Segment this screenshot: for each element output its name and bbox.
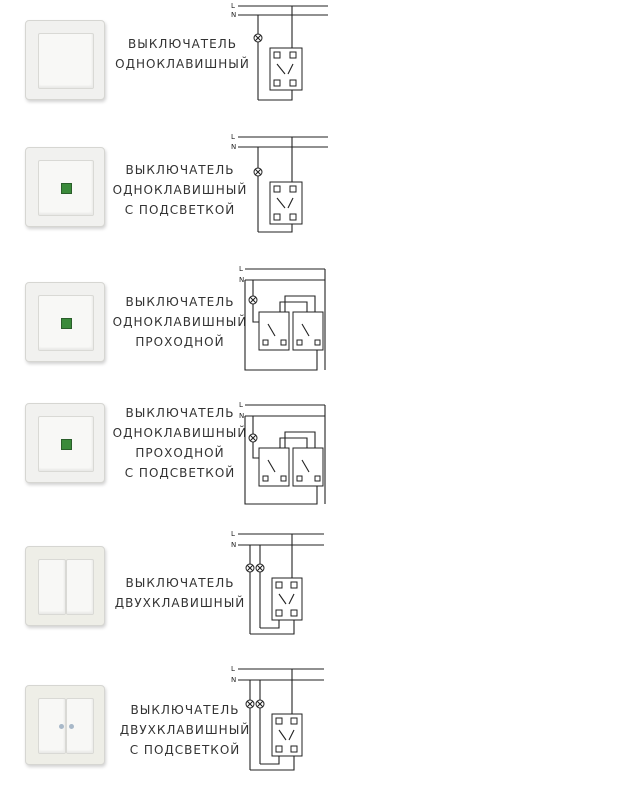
label-line: С ПОДСВЕТКОЙ <box>124 203 236 217</box>
neutral-label: N <box>231 541 237 549</box>
wiring-diagram <box>235 398 335 513</box>
neutral-label: N <box>231 11 237 19</box>
wiring-diagram <box>230 660 330 775</box>
label-line: ВЫКЛЮЧАТЕЛЬ <box>125 295 235 309</box>
label-line: ОДНОКЛАВИШНЫЙ <box>112 183 248 197</box>
switch-photo-single <box>25 20 105 100</box>
switch-photo-single-lit <box>25 403 105 483</box>
wiring-diagram <box>230 528 330 638</box>
switch-key-right <box>66 698 94 754</box>
switch-key <box>38 416 94 472</box>
phase-label: L <box>239 401 243 409</box>
switch-photo-double <box>25 546 105 626</box>
phase-label: L <box>239 265 243 273</box>
switch-key <box>38 295 94 351</box>
row-single-switch-lit <box>0 130 625 258</box>
neutral-label: N <box>231 143 237 151</box>
phase-label: L <box>231 530 235 538</box>
switch-label <box>110 160 250 220</box>
indicator-light <box>59 724 64 729</box>
switch-photo-single-lit <box>25 282 105 362</box>
label-line: ВЫКЛЮЧАТЕЛЬ <box>125 406 235 420</box>
label-line: ПРОХОДНОЙ <box>135 446 225 460</box>
switch-label <box>110 403 250 483</box>
switch-photo-single-lit <box>25 147 105 227</box>
label-line: ВЫКЛЮЧАТЕЛЬ <box>125 163 235 177</box>
phase-label: L <box>231 665 235 673</box>
wiring-diagram <box>235 262 335 377</box>
switch-key-left <box>38 698 66 754</box>
switch-key-right <box>66 559 94 615</box>
switch-photo-double-lit <box>25 685 105 765</box>
row-pass-through-switch <box>0 262 625 390</box>
label-line: ВЫКЛЮЧАТЕЛЬ <box>125 576 235 590</box>
label-line: ПРОХОДНОЙ <box>135 335 225 349</box>
indicator-light <box>69 724 74 729</box>
neutral-label: N <box>239 276 245 284</box>
label-line: ОДНОКЛАВИШНЫЙ <box>112 426 248 440</box>
neutral-label: N <box>239 412 245 420</box>
label-line: ОДНОКЛАВИШНЫЙ <box>112 315 248 329</box>
phase-label: L <box>231 133 235 141</box>
switch-key <box>38 33 94 89</box>
label-line: ОДНОКЛАВИШНЫЙ <box>115 57 250 71</box>
switch-key-left <box>38 559 66 615</box>
label-line: С ПОДСВЕТКОЙ <box>124 466 236 480</box>
label-line: ДВУХКЛАВИШНЫЙ <box>114 596 246 610</box>
indicator-light <box>61 439 72 450</box>
phase-label: L <box>231 2 235 10</box>
wiring-diagram <box>230 130 330 240</box>
row-single-switch <box>0 0 625 128</box>
row-double-switch <box>0 528 625 656</box>
switch-label <box>110 573 250 613</box>
row-pass-through-switch-lit <box>0 398 625 526</box>
indicator-light <box>61 183 72 194</box>
indicator-light <box>61 318 72 329</box>
label-line: ВЫКЛЮЧАТЕЛЬ <box>128 37 237 51</box>
wiring-diagram <box>230 0 330 110</box>
label-line: ДВУХКЛАВИШНЫЙ <box>119 723 251 737</box>
label-line: С ПОДСВЕТКОЙ <box>129 743 241 757</box>
neutral-label: N <box>231 676 237 684</box>
switch-label <box>110 292 250 352</box>
switch-key <box>38 160 94 216</box>
label-line: ВЫКЛЮЧАТЕЛЬ <box>130 703 240 717</box>
row-double-switch-lit <box>0 660 625 788</box>
